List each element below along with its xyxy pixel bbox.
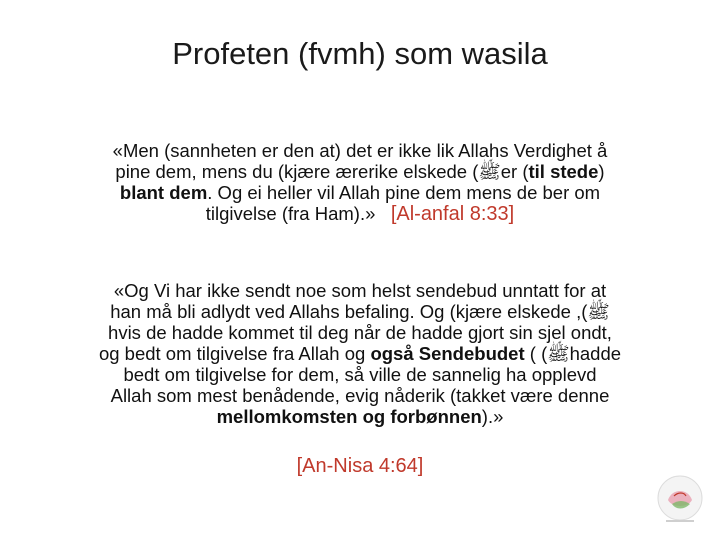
text: tilgivelse (fra Ham).» [205, 203, 376, 224]
quote2-line-2 [40, 301, 680, 322]
quote2-line-6 [40, 385, 680, 406]
text: ( ( [524, 343, 548, 364]
bold-text: mellomkomsten og forbønnen [216, 406, 482, 427]
quote1-line-3 [40, 182, 680, 203]
quote1-line-1 [40, 140, 680, 161]
text: er ( [500, 161, 529, 182]
quote-block-1 [40, 140, 680, 225]
text: pine dem, mens du (kjære ærerike elskede ( [115, 161, 479, 182]
text: ).» [481, 406, 504, 427]
quote1-line-4 [40, 203, 680, 225]
reference-an-nisa: [An-Nisa 4:64] [296, 455, 424, 477]
text: «Men (sannheten er den at) det er ikke lik Allahs Verdighet å [112, 140, 608, 161]
bold-text: blant dem [119, 182, 208, 203]
salawat-glyph: ﷺ [478, 161, 501, 182]
text: «Og Vi har ikke sendt noe som helst sendebud unntatt for at [113, 280, 607, 301]
quote2-line-3 [40, 322, 680, 343]
text: hadde [569, 343, 622, 364]
quote2-line-5 [40, 364, 680, 385]
salawat-glyph: ﷺ [587, 301, 610, 322]
text: han må bli adlydt ved Allahs befaling. Og (kjære elskede ,( [110, 301, 588, 322]
slide-title: Profeten (fvmh) som wasila [172, 36, 548, 71]
text: Allah som mest benådende, evig nåderik (takket være denne [110, 385, 610, 406]
quote2-line-4 [40, 343, 680, 364]
bold-text: også Sendebudet [370, 343, 525, 364]
logo-emblem-icon [650, 470, 710, 530]
text: bedt om tilgivelse for dem, så ville de sannelig ha opplevd [123, 364, 597, 385]
text: . Og ei heller vil Allah pine dem mens de ber om [207, 182, 601, 203]
quote2-line-7 [40, 406, 680, 427]
salawat-glyph: ﷺ [547, 343, 570, 364]
reference-al-anfal: [Al-anfal 8:33] [390, 203, 515, 225]
quote1-line-2 [40, 161, 680, 182]
text: ) [598, 161, 605, 182]
text: og bedt om tilgivelse fra Allah og [98, 343, 371, 364]
quote2-line-1 [40, 280, 680, 301]
bold-text: til stede [528, 161, 599, 182]
quote-block-2 [40, 280, 680, 427]
text: hvis de hadde kommet til deg når de hadde gjort sin sjel ondt, [108, 322, 612, 343]
